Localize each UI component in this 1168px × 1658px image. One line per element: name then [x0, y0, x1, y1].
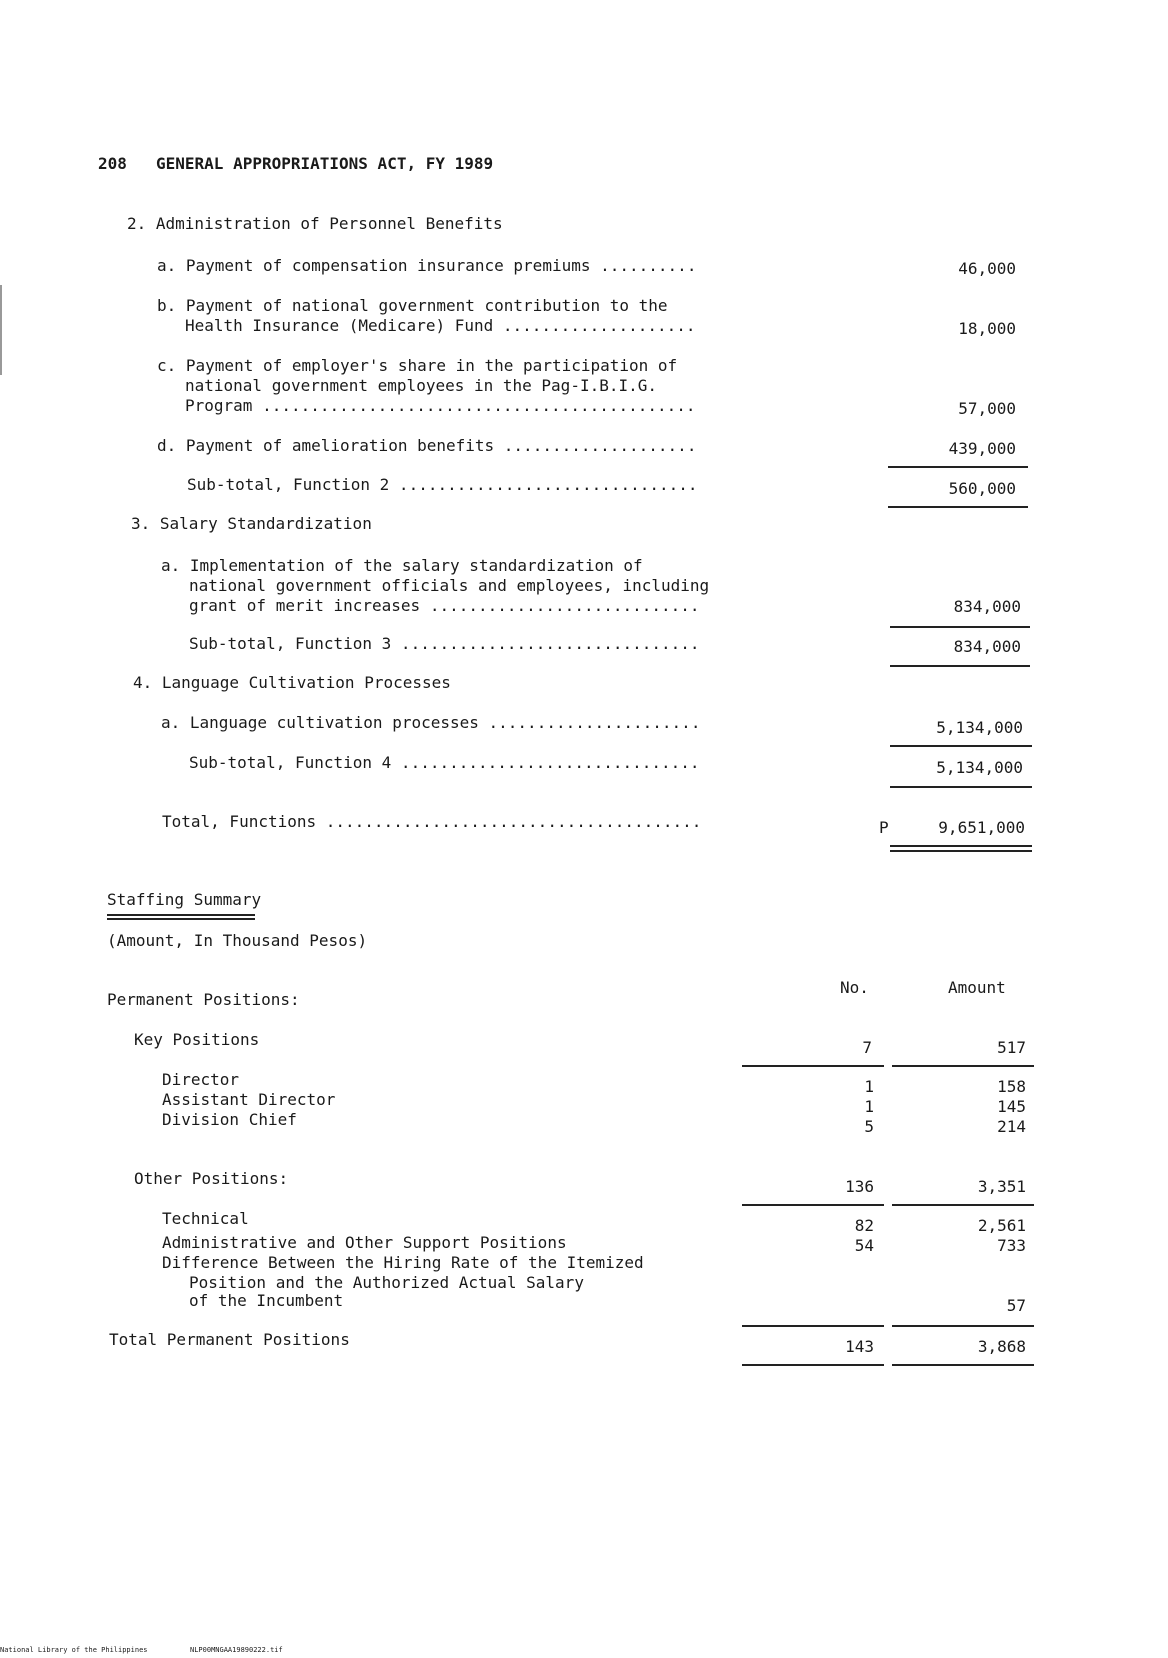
- subtotal-rule: [888, 466, 1028, 468]
- subtotal-label: Sub-total, Function 2 .....: [187, 475, 698, 494]
- position-row-amount: 158: [997, 1077, 1026, 1096]
- column-rule: [742, 1325, 884, 1327]
- total-positions-amount: 3,868: [977, 1337, 1026, 1356]
- currency-symbol: P: [879, 818, 889, 837]
- footer-file: NLP00MNGAA19890222.tif: [190, 1646, 283, 1654]
- item-amount: 18,000: [958, 319, 1016, 338]
- subtotal-rule: [890, 745, 1032, 747]
- total-positions-label: Total Permanent Positions: [109, 1330, 350, 1349]
- position-row-no: 5: [864, 1117, 874, 1136]
- position-row-label: of the Incumbent: [189, 1291, 344, 1310]
- column-rule: [892, 1364, 1034, 1366]
- item-line: national government officials and employees, including: [189, 576, 710, 595]
- position-row-no: 54: [854, 1236, 874, 1255]
- subtotal-amount: 5,134,000: [936, 758, 1023, 777]
- item-amount: 439,000: [948, 439, 1016, 458]
- item-line: national government employees in the Pag-I.B.I.G.: [185, 376, 658, 395]
- position-row-amount: 733: [997, 1236, 1026, 1255]
- position-row-amount: 214: [997, 1117, 1026, 1136]
- key-positions-label: Key Positions: [134, 1030, 260, 1049]
- function-heading: 4. Language Cultivation Processes: [133, 673, 451, 692]
- permanent-positions-label: Permanent Positions:: [107, 990, 300, 1009]
- item-amount: 834,000: [953, 597, 1021, 616]
- subtotal-rule: [888, 506, 1028, 508]
- scan-edge-mark: [0, 285, 2, 375]
- item-line: Program .....: [185, 396, 698, 415]
- position-row-no: 1: [864, 1077, 874, 1096]
- other-positions-no: 136: [845, 1177, 874, 1196]
- column-rule: [892, 1325, 1034, 1327]
- column-header-no: No.: [840, 978, 869, 997]
- total-label: Total, Functions .....: [162, 812, 698, 831]
- page-number: 208: [98, 154, 127, 173]
- item-line: b. Payment of national government contribution to the: [157, 296, 668, 315]
- subtotal-label: Sub-total, Function 3 .....: [189, 634, 698, 653]
- staffing-subtitle: (Amount, In Thousand Pesos): [107, 931, 368, 950]
- function-heading: 3. Salary Standardization: [131, 514, 372, 533]
- column-rule: [742, 1364, 884, 1366]
- item-line: Health Insurance (Medicare) Fund .....: [185, 316, 698, 335]
- subtotal-amount: 834,000: [953, 637, 1021, 656]
- page-title: GENERAL APPROPRIATIONS ACT, FY 1989: [156, 154, 494, 173]
- footer-library: National Library of the Philippines: [0, 1646, 148, 1654]
- subtotal-rule: [890, 626, 1030, 628]
- staffing-title-underline: [107, 914, 255, 920]
- column-rule: [892, 1204, 1034, 1206]
- column-rule: [742, 1204, 884, 1206]
- other-positions-amount: 3,351: [977, 1177, 1026, 1196]
- position-row-label: Director: [162, 1070, 240, 1089]
- subtotal-label: Sub-total, Function 4 .....: [189, 753, 698, 772]
- staffing-title: Staffing Summary: [107, 890, 262, 909]
- position-row-label: Administrative and Other Support Positions: [162, 1233, 567, 1252]
- total-positions-no: 143: [845, 1337, 874, 1356]
- key-positions-no: 7: [862, 1038, 872, 1057]
- other-positions-label: Other Positions:: [134, 1169, 289, 1188]
- item-amount: 46,000: [958, 259, 1016, 278]
- position-row-no: 82: [854, 1216, 874, 1235]
- column-rule: [742, 1065, 884, 1067]
- position-row-amount: 145: [997, 1097, 1026, 1116]
- key-positions-amount: 517: [997, 1038, 1026, 1057]
- column-header-amount: Amount: [948, 978, 1006, 997]
- position-row-label: Division Chief: [162, 1110, 297, 1129]
- item-line: a. Payment of compensation insurance premiums .....: [157, 256, 698, 275]
- item-line: d. Payment of amelioration benefits .....: [157, 436, 698, 455]
- item-amount: 57,000: [958, 399, 1016, 418]
- subtotal-amount: 560,000: [948, 479, 1016, 498]
- total-amount: 9,651,000: [938, 818, 1025, 837]
- position-row-label: Technical: [162, 1209, 249, 1228]
- subtotal-rule: [890, 665, 1030, 667]
- total-double-rule: [890, 845, 1032, 852]
- function-heading: 2. Administration of Personnel Benefits: [127, 214, 503, 233]
- position-row-amount: 57: [1006, 1296, 1026, 1315]
- position-row-amount: 2,561: [977, 1216, 1026, 1235]
- subtotal-rule: [890, 786, 1032, 788]
- position-row-label: Assistant Director: [162, 1090, 336, 1109]
- item-line: c. Payment of employer's share in the participation of: [157, 356, 678, 375]
- item-amount: 5,134,000: [936, 718, 1023, 737]
- item-line: a. Language cultivation processes .....: [161, 713, 698, 732]
- position-row-label: Position and the Authorized Actual Salary: [189, 1273, 584, 1292]
- column-rule: [892, 1065, 1034, 1067]
- item-line: grant of merit increases .....: [189, 596, 698, 615]
- position-row-no: 1: [864, 1097, 874, 1116]
- position-row-label: Difference Between the Hiring Rate of the Itemized: [162, 1253, 644, 1272]
- item-line: a. Implementation of the salary standardization of: [161, 556, 643, 575]
